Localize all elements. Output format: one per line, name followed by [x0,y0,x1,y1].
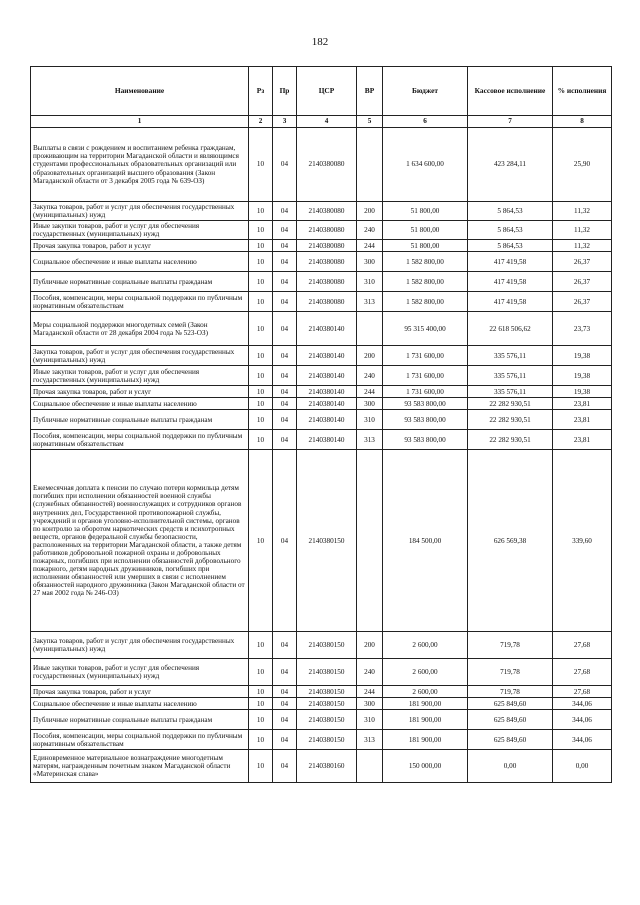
column-number: 7 [468,116,553,128]
row-pr: 04 [273,710,297,730]
table-row [31,240,612,252]
row-csr: 2140380140 [297,410,357,430]
row-cash-execution: 417 419,58 [468,252,553,272]
row-rz: 10 [249,686,273,698]
row-execution-percent: 23,81 [553,410,612,430]
row-budget: 1 731 600,00 [383,366,468,386]
row-execution-percent: 23,81 [553,430,612,450]
row-cash-execution: 625 849,60 [468,730,553,750]
row-cash-execution: 5 864,53 [468,240,553,252]
row-rz: 10 [249,292,273,312]
row-execution-percent: 19,38 [553,386,612,398]
row-pr: 04 [273,128,297,202]
row-name: Закупка товаров, работ и услуг для обеспечения государственных (муниципальных) нужд [31,202,249,221]
row-cash-execution: 625 849,60 [468,698,553,710]
row-pr: 04 [273,730,297,750]
row-name: Социальное обеспечение и иные выплаты населению [31,398,249,410]
header-execution-percent: % исполнения [553,67,612,116]
header-budget: Бюджет [383,67,468,116]
table-row [31,710,612,730]
row-cash-execution: 22 282 930,51 [468,410,553,430]
row-pr: 04 [273,386,297,398]
row-budget: 1 634 600,00 [383,128,468,202]
row-csr: 2140380150 [297,730,357,750]
row-budget: 1 731 600,00 [383,346,468,366]
row-rz: 10 [249,450,273,632]
row-cash-execution: 335 576,11 [468,346,553,366]
table-row [31,632,612,659]
row-execution-percent: 11,32 [553,202,612,221]
row-execution-percent: 26,37 [553,292,612,312]
row-rz: 10 [249,312,273,346]
row-vr [357,750,383,783]
row-vr: 313 [357,730,383,750]
row-cash-execution: 22 618 506,62 [468,312,553,346]
row-pr: 04 [273,221,297,240]
header-name: Наименование [31,67,249,116]
row-csr: 2140380080 [297,252,357,272]
row-vr: 200 [357,202,383,221]
row-cash-execution: 417 419,58 [468,292,553,312]
row-budget: 1 731 600,00 [383,386,468,398]
row-budget: 181 900,00 [383,698,468,710]
table-row [31,202,612,221]
row-rz: 10 [249,252,273,272]
row-execution-percent: 26,37 [553,272,612,292]
row-rz: 10 [249,430,273,450]
row-rz: 10 [249,128,273,202]
row-rz: 10 [249,386,273,398]
row-csr: 2140380150 [297,450,357,632]
budget-execution-table [30,66,612,783]
row-rz: 10 [249,221,273,240]
column-number: 4 [297,116,357,128]
row-execution-percent: 344,06 [553,698,612,710]
row-pr: 04 [273,398,297,410]
row-cash-execution: 719,78 [468,659,553,686]
row-vr: 313 [357,430,383,450]
row-execution-percent: 11,32 [553,221,612,240]
row-vr: 300 [357,698,383,710]
table-row [31,659,612,686]
row-name: Публичные нормативные социальные выплаты гражданам [31,710,249,730]
table-row [31,366,612,386]
row-rz: 10 [249,632,273,659]
row-csr: 2140380150 [297,698,357,710]
row-name: Пособия, компенсации, меры социальной поддержки по публичным нормативным обязательствам [31,430,249,450]
row-rz: 10 [249,659,273,686]
header-vr: ВР [357,67,383,116]
row-cash-execution: 335 576,11 [468,366,553,386]
row-csr: 2140380160 [297,750,357,783]
table-row [31,686,612,698]
header-csr: ЦСР [297,67,357,116]
row-csr: 2140380140 [297,366,357,386]
row-pr: 04 [273,430,297,450]
row-budget: 181 900,00 [383,730,468,750]
row-name: Пособия, компенсации, меры социальной поддержки по публичным нормативным обязательствам [31,730,249,750]
row-execution-percent: 19,38 [553,366,612,386]
row-rz: 10 [249,346,273,366]
row-vr: 240 [357,366,383,386]
row-vr: 310 [357,710,383,730]
row-csr: 2140380080 [297,221,357,240]
row-pr: 04 [273,346,297,366]
header-rz: Рз [249,67,273,116]
row-csr: 2140380080 [297,128,357,202]
row-execution-percent: 25,90 [553,128,612,202]
row-vr: 244 [357,386,383,398]
row-pr: 04 [273,252,297,272]
row-rz: 10 [249,698,273,710]
row-pr: 04 [273,366,297,386]
row-pr: 04 [273,292,297,312]
row-budget: 1 582 800,00 [383,272,468,292]
column-number: 2 [249,116,273,128]
row-rz: 10 [249,710,273,730]
row-vr: 313 [357,292,383,312]
row-execution-percent: 26,37 [553,252,612,272]
row-execution-percent: 0,00 [553,750,612,783]
table-row [31,450,612,632]
table-row [31,698,612,710]
row-cash-execution: 625 849,60 [468,710,553,730]
row-budget: 150 000,00 [383,750,468,783]
row-vr: 200 [357,632,383,659]
row-budget: 2 600,00 [383,632,468,659]
row-pr: 04 [273,450,297,632]
row-csr: 2140380140 [297,346,357,366]
table-row [31,430,612,450]
row-rz: 10 [249,398,273,410]
header-pr: Пр [273,67,297,116]
row-cash-execution: 335 576,11 [468,386,553,398]
row-rz: 10 [249,410,273,430]
row-vr: 244 [357,686,383,698]
row-budget: 1 582 800,00 [383,292,468,312]
row-rz: 10 [249,202,273,221]
row-vr [357,128,383,202]
row-execution-percent: 27,68 [553,686,612,698]
row-csr: 2140380150 [297,659,357,686]
row-name: Меры социальной поддержки многодетных семей (Закон Магаданской области от 28 декабря 2004 года № 523-ОЗ) [31,312,249,346]
row-pr: 04 [273,272,297,292]
row-csr: 2140380080 [297,240,357,252]
row-vr [357,450,383,632]
table-row [31,346,612,366]
row-name: Прочая закупка товаров, работ и услуг [31,240,249,252]
row-pr: 04 [273,202,297,221]
row-csr: 2140380150 [297,686,357,698]
row-name: Прочая закупка товаров, работ и услуг [31,686,249,698]
page-number: 182 [311,36,329,48]
row-csr: 2140380140 [297,430,357,450]
row-pr: 04 [273,312,297,346]
column-number: 3 [273,116,297,128]
row-csr: 2140380140 [297,398,357,410]
row-pr: 04 [273,686,297,698]
row-csr: 2140380140 [297,386,357,398]
row-rz: 10 [249,730,273,750]
row-name: Социальное обеспечение и иные выплаты населению [31,698,249,710]
row-vr: 244 [357,240,383,252]
row-pr: 04 [273,659,297,686]
row-budget: 95 315 400,00 [383,312,468,346]
row-cash-execution: 719,78 [468,632,553,659]
table-row [31,221,612,240]
row-csr: 2140380080 [297,202,357,221]
row-name: Прочая закупка товаров, работ и услуг [31,386,249,398]
row-cash-execution: 5 864,53 [468,202,553,221]
row-execution-percent: 344,06 [553,710,612,730]
row-rz: 10 [249,240,273,252]
table-row [31,750,612,783]
row-budget: 51 800,00 [383,240,468,252]
row-cash-execution: 22 282 930,51 [468,398,553,410]
row-pr: 04 [273,410,297,430]
row-pr: 04 [273,240,297,252]
row-budget: 184 500,00 [383,450,468,632]
row-csr: 2140380140 [297,312,357,346]
row-vr [357,312,383,346]
row-rz: 10 [249,272,273,292]
row-name: Иные закупки товаров, работ и услуг для обеспечения государственных (муниципальных) нужд [31,366,249,386]
row-execution-percent: 344,06 [553,730,612,750]
row-vr: 240 [357,659,383,686]
table-row [31,312,612,346]
row-name: Ежемесячная доплата к пенсии по случаю потери кормильца детям погибших при исполнении обязанностей военной службы (служебных обязанностей) военнослужащих и сотрудников органов внутренних дел, Государственной противопожарной службы, учреждений и органов уголовно-исполнительной системы, органов по контролю за оборотом наркотических средств и психотропных веществ, органов федеральной службы безопасности, расположенных на территории Магаданской области, а также детям работников добровольной пожарной охраны и добровольных пожарных, погибших при исполнении обязанностей добровольного пожарного, детям народных дружинников, погибших при исполнении обязанностей или умерших в связи с исполнением обязанностей народного дружинника (Закон Магаданской области от 27 мая 2002 года № 246-ОЗ) [31,450,249,632]
row-execution-percent: 19,38 [553,346,612,366]
row-vr: 300 [357,398,383,410]
row-execution-percent: 23,73 [553,312,612,346]
row-budget: 93 583 800,00 [383,398,468,410]
table-row [31,128,612,202]
row-name: Иные закупки товаров, работ и услуг для обеспечения государственных (муниципальных) нужд [31,221,249,240]
row-budget: 93 583 800,00 [383,430,468,450]
row-execution-percent: 11,32 [553,240,612,252]
row-execution-percent: 339,60 [553,450,612,632]
row-name: Выплаты в связи с рождением и воспитанием ребенка гражданам, проживающим на территории Магаданской области и являющимся студентами профессиональных образовательных организаций или образовательных организаций высшего образования (Закон Магаданской области от 3 декабря 2005 года № 639-ОЗ) [31,128,249,202]
table-row [31,252,612,272]
row-csr: 2140380150 [297,632,357,659]
column-number: 1 [31,116,249,128]
row-name: Закупка товаров, работ и услуг для обеспечения государственных (муниципальных) нужд [31,632,249,659]
row-csr: 2140380080 [297,292,357,312]
row-vr: 240 [357,221,383,240]
row-name: Иные закупки товаров, работ и услуг для обеспечения государственных (муниципальных) нужд [31,659,249,686]
table-row [31,730,612,750]
row-rz: 10 [249,750,273,783]
table-header-row [31,67,612,116]
row-budget: 1 582 800,00 [383,252,468,272]
row-budget: 51 800,00 [383,221,468,240]
table-row [31,410,612,430]
row-budget: 2 600,00 [383,659,468,686]
row-name: Единовременное материальное вознаграждение многодетным матерям, награжденным почетным знаком Магаданской области «Материнская слава» [31,750,249,783]
row-name: Публичные нормативные социальные выплаты гражданам [31,410,249,430]
row-budget: 51 800,00 [383,202,468,221]
row-vr: 200 [357,346,383,366]
column-number: 5 [357,116,383,128]
row-name: Пособия, компенсации, меры социальной поддержки по публичным нормативным обязательствам [31,292,249,312]
row-cash-execution: 626 569,38 [468,450,553,632]
table-row [31,386,612,398]
row-execution-percent: 27,68 [553,659,612,686]
row-csr: 2140380080 [297,272,357,292]
row-execution-percent: 23,81 [553,398,612,410]
row-cash-execution: 0,00 [468,750,553,783]
row-cash-execution: 417 419,58 [468,272,553,292]
row-cash-execution: 22 282 930,51 [468,430,553,450]
row-pr: 04 [273,632,297,659]
column-number-row [31,116,612,128]
row-rz: 10 [249,366,273,386]
column-number: 6 [383,116,468,128]
row-name: Закупка товаров, работ и услуг для обеспечения государственных (муниципальных) нужд [31,346,249,366]
column-number: 8 [553,116,612,128]
row-budget: 181 900,00 [383,710,468,730]
row-vr: 310 [357,410,383,430]
row-name: Публичные нормативные социальные выплаты гражданам [31,272,249,292]
header-cash-execution: Кассовое исполнение [468,67,553,116]
row-pr: 04 [273,750,297,783]
row-budget: 2 600,00 [383,686,468,698]
row-csr: 2140380150 [297,710,357,730]
row-cash-execution: 5 864,53 [468,221,553,240]
row-budget: 93 583 800,00 [383,410,468,430]
row-cash-execution: 423 284,11 [468,128,553,202]
row-vr: 300 [357,252,383,272]
row-cash-execution: 719,78 [468,686,553,698]
row-execution-percent: 27,68 [553,632,612,659]
table-row [31,272,612,292]
table-row [31,398,612,410]
row-vr: 310 [357,272,383,292]
row-pr: 04 [273,698,297,710]
table-row [31,292,612,312]
row-name: Социальное обеспечение и иные выплаты населению [31,252,249,272]
